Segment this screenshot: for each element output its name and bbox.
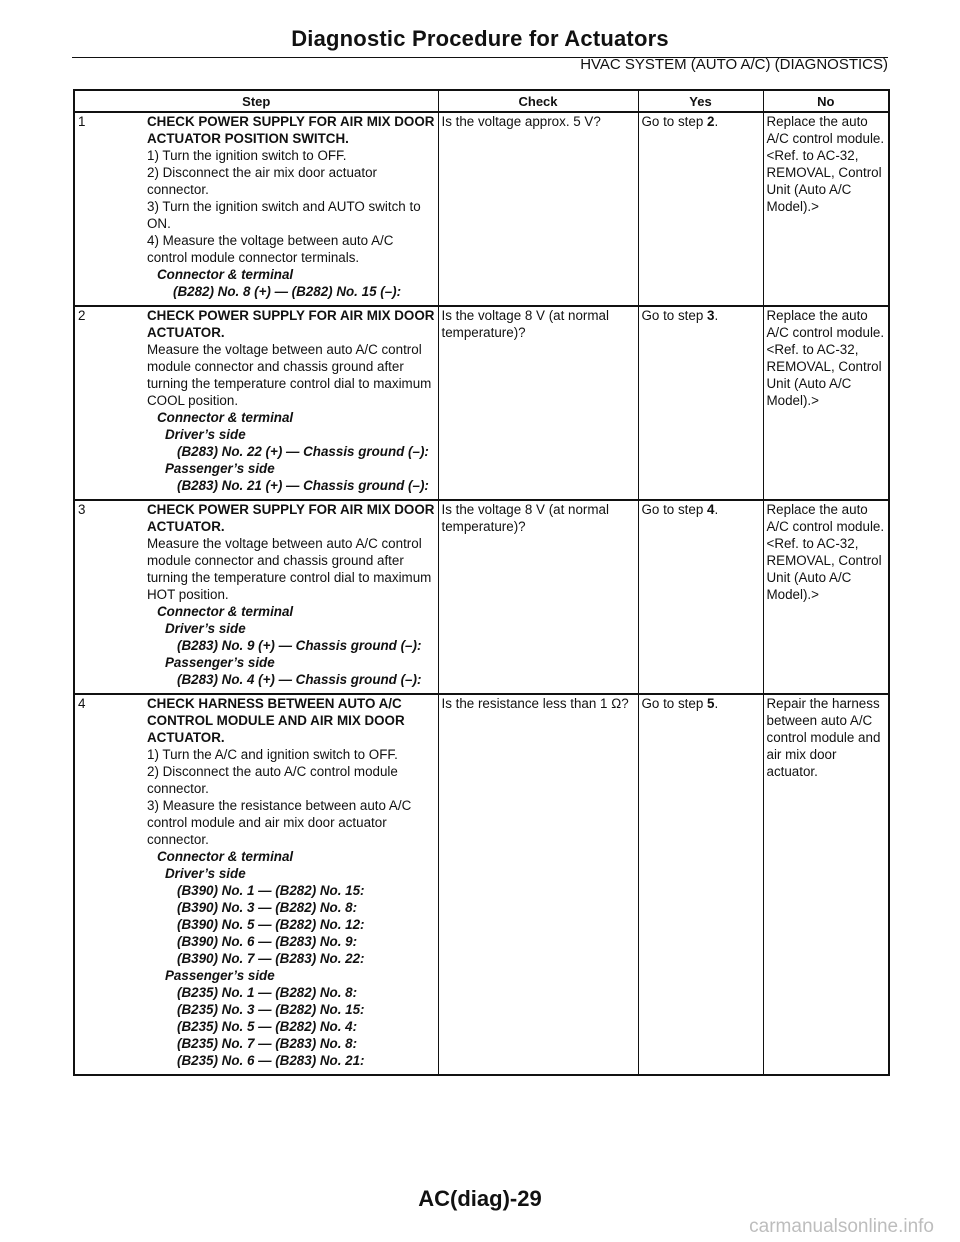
step-instruction: 1) Turn the A/C and ignition switch to OFF. — [147, 747, 398, 762]
driver-side-label: Driver’s side — [165, 427, 246, 442]
page-number: AC(diag)-29 — [418, 1186, 542, 1211]
yes-step-number: 4 — [707, 502, 715, 517]
terminal-spec: (B235) No. 7 — (B283) No. 8: — [177, 1036, 358, 1051]
step-number: 3 — [78, 502, 86, 517]
column-header-yes: Yes — [638, 90, 763, 112]
terminal-spec: (B390) No. 1 — (B282) No. 15: — [177, 883, 365, 898]
step-number: 4 — [78, 696, 86, 711]
step-heading: CHECK POWER SUPPLY FOR AIR MIX DOOR ACTUATOR. — [147, 308, 435, 340]
table-header-row — [74, 90, 889, 112]
connector-terminal-label: Connector & terminal — [157, 849, 294, 864]
step-cell — [74, 694, 438, 1075]
section-subtitle: HVAC SYSTEM (AUTO A/C) (DIAGNOSTICS) — [580, 56, 888, 73]
step-heading: CHECK POWER SUPPLY FOR AIR MIX DOOR ACTUATOR POSITION SWITCH. — [147, 114, 435, 146]
yes-text: Go to step — [641, 308, 708, 323]
terminal-spec: (B282) No. 8 (+) — (B282) No. 15 (–): — [173, 284, 402, 299]
table-row — [74, 694, 889, 1075]
step-instruction: 4) Measure the voltage between auto A/C control module connector terminals. — [147, 233, 394, 265]
check-cell: Is the voltage 8 V (at normal temperature)? — [438, 500, 638, 694]
column-header-no: No — [763, 90, 889, 112]
terminal-spec: (B283) No. 22 (+) — Chassis ground (–): — [177, 444, 429, 459]
no-cell: Replace the auto A/C control module. <Ref. to AC-32, REMOVAL, Control Unit (Auto A/C Model).> — [763, 112, 889, 306]
terminal-spec: (B390) No. 7 — (B283) No. 22: — [177, 951, 365, 966]
column-header-check: Check — [438, 90, 638, 112]
step-cell — [74, 306, 438, 500]
terminal-spec: (B390) No. 3 — (B282) No. 8: — [177, 900, 358, 915]
step-cell — [74, 500, 438, 694]
yes-step-number: 3 — [707, 308, 715, 323]
terminal-spec: (B390) No. 6 — (B283) No. 9: — [177, 934, 358, 949]
column-header-step: Step — [74, 90, 438, 112]
no-cell: Replace the auto A/C control module. <Ref. to AC-32, REMOVAL, Control Unit (Auto A/C Model).> — [763, 306, 889, 500]
diagnostic-table — [73, 89, 890, 1076]
step-instruction: Measure the voltage between auto A/C control module connector and chassis ground after turning the temperature control dial to maximum HOT position. — [147, 536, 432, 602]
table-row — [74, 112, 889, 306]
step-number: 1 — [78, 114, 86, 129]
no-cell: Repair the harness between auto A/C control module and air mix door actuator. — [763, 694, 889, 1075]
terminal-spec: (B235) No. 1 — (B282) No. 8: — [177, 985, 358, 1000]
step-cell — [74, 112, 438, 306]
passenger-side-label: Passenger’s side — [165, 655, 275, 670]
yes-step-number: 5 — [707, 696, 715, 711]
yes-cell: Go to step 4. — [638, 500, 763, 694]
step-instruction: 2) Disconnect the air mix door actuator connector. — [147, 165, 377, 197]
passenger-side-label: Passenger’s side — [165, 461, 275, 476]
step-instruction: 3) Measure the resistance between auto A/C control module and air mix door actuator connector. — [147, 798, 412, 847]
driver-side-label: Driver’s side — [165, 866, 246, 881]
check-cell: Is the voltage 8 V (at normal temperature)? — [438, 306, 638, 500]
step-instruction: 1) Turn the ignition switch to OFF. — [147, 148, 347, 163]
terminal-spec: (B283) No. 21 (+) — Chassis ground (–): — [177, 478, 429, 493]
yes-cell: Go to step 3. — [638, 306, 763, 500]
yes-text: Go to step — [641, 696, 708, 711]
step-heading: CHECK POWER SUPPLY FOR AIR MIX DOOR ACTUATOR. — [147, 502, 435, 534]
passenger-side-label: Passenger’s side — [165, 968, 275, 983]
step-number: 2 — [78, 308, 86, 323]
connector-terminal-label: Connector & terminal — [157, 267, 294, 282]
table-row — [74, 306, 889, 500]
no-cell: Replace the auto A/C control module. <Ref. to AC-32, REMOVAL, Control Unit (Auto A/C Model).> — [763, 500, 889, 694]
terminal-spec: (B235) No. 5 — (B282) No. 4: — [177, 1019, 358, 1034]
terminal-spec: (B235) No. 6 — (B283) No. 21: — [177, 1053, 365, 1068]
terminal-spec: (B390) No. 5 — (B282) No. 12: — [177, 917, 365, 932]
step-instruction: 3) Turn the ignition switch and AUTO switch to ON. — [147, 199, 421, 231]
check-cell: Is the resistance less than 1 Ω? — [438, 694, 638, 1075]
terminal-spec: (B283) No. 9 (+) — Chassis ground (–): — [177, 638, 422, 653]
terminal-spec: (B235) No. 3 — (B282) No. 15: — [177, 1002, 365, 1017]
step-instruction: 2) Disconnect the auto A/C control module connector. — [147, 764, 398, 796]
table-row — [74, 500, 889, 694]
watermark: carmanualsonline.info — [749, 1216, 934, 1237]
step-heading: CHECK HARNESS BETWEEN AUTO A/C CONTROL MODULE AND AIR MIX DOOR ACTUATOR. — [147, 696, 405, 745]
check-cell: Is the voltage approx. 5 V? — [438, 112, 638, 306]
driver-side-label: Driver’s side — [165, 621, 246, 636]
yes-text: Go to step — [641, 114, 708, 129]
terminal-spec: (B283) No. 4 (+) — Chassis ground (–): — [177, 672, 422, 687]
connector-terminal-label: Connector & terminal — [157, 604, 294, 619]
yes-cell: Go to step 2. — [638, 112, 763, 306]
step-instruction: Measure the voltage between auto A/C control module connector and chassis ground after turning the temperature control dial to maximum COOL position. — [147, 342, 432, 408]
yes-cell: Go to step 5. — [638, 694, 763, 1075]
page-title: Diagnostic Procedure for Actuators — [291, 26, 669, 51]
connector-terminal-label: Connector & terminal — [157, 410, 294, 425]
yes-step-number: 2 — [707, 114, 715, 129]
yes-text: Go to step — [641, 502, 708, 517]
